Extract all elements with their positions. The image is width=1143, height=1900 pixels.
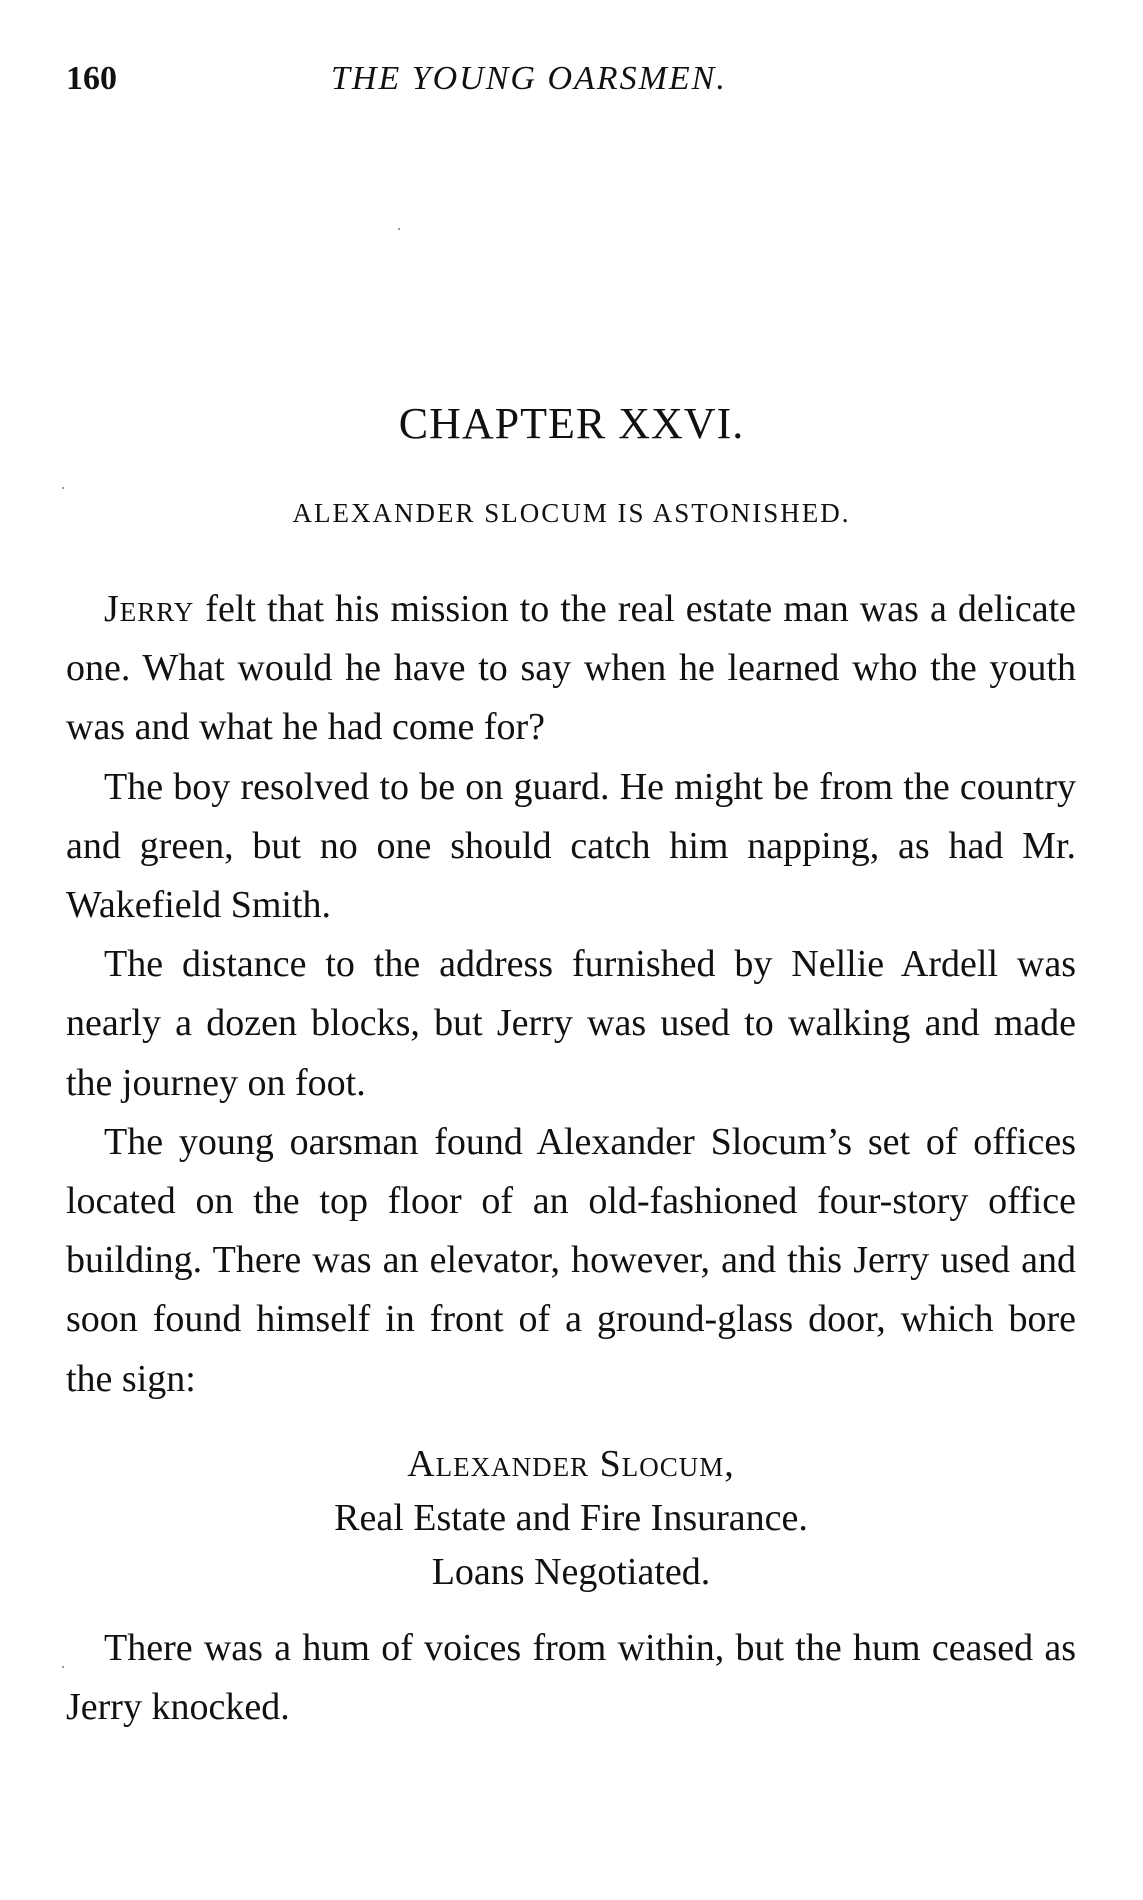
chapter-subtitle: ALEXANDER SLOCUM IS ASTONISHED.: [292, 498, 851, 528]
body-text: [66, 580, 1076, 1737]
print-speck: [62, 1666, 64, 1668]
closing-paragraph: There was a hum of voices from within, but the hum ceased as Jerry knocked.: [66, 1626, 1076, 1729]
print-speck: [398, 228, 400, 230]
print-speck: [62, 487, 64, 489]
paragraph: [66, 580, 1076, 758]
paragraph: The distance to the address furnished by Nellie Ardell was nearly a dozen blocks, but Jerry was used to walking and made the journey on foot.: [66, 943, 1076, 1104]
sign-business: Real Estate and Fire Insurance.: [334, 1496, 808, 1539]
running-title: THE YOUNG OARSMEN.: [331, 60, 727, 97]
office-door-sign: [66, 1437, 1076, 1599]
page-number: 160: [66, 60, 117, 97]
paragraph: The young oarsman found Alexander Slocum’s set of offices located on the top floor of an old-fashioned four-story office building. There was an elevator, however, and this Jerry used and soon found himself in front of a ground-glass door, which bore the sign:: [66, 1120, 1076, 1400]
running-head: [66, 60, 1076, 106]
sign-loans: Loans Negotiated.: [431, 1550, 711, 1593]
chapter-title: CHAPTER XXVI.: [398, 399, 745, 448]
paragraph-lead-word: Jerry: [104, 588, 195, 630]
sign-name: Alexander Slocum,: [407, 1442, 735, 1485]
paragraph: The boy resolved to be on guard. He might be from the country and green, but no one should catch him napping, as had Mr. Wakefield Smith.: [66, 765, 1076, 927]
paragraph-text: felt that his mission to the real estate man was a delicate one. What would he have to say when he learned who the youth was and what he had come for?: [66, 588, 1076, 749]
